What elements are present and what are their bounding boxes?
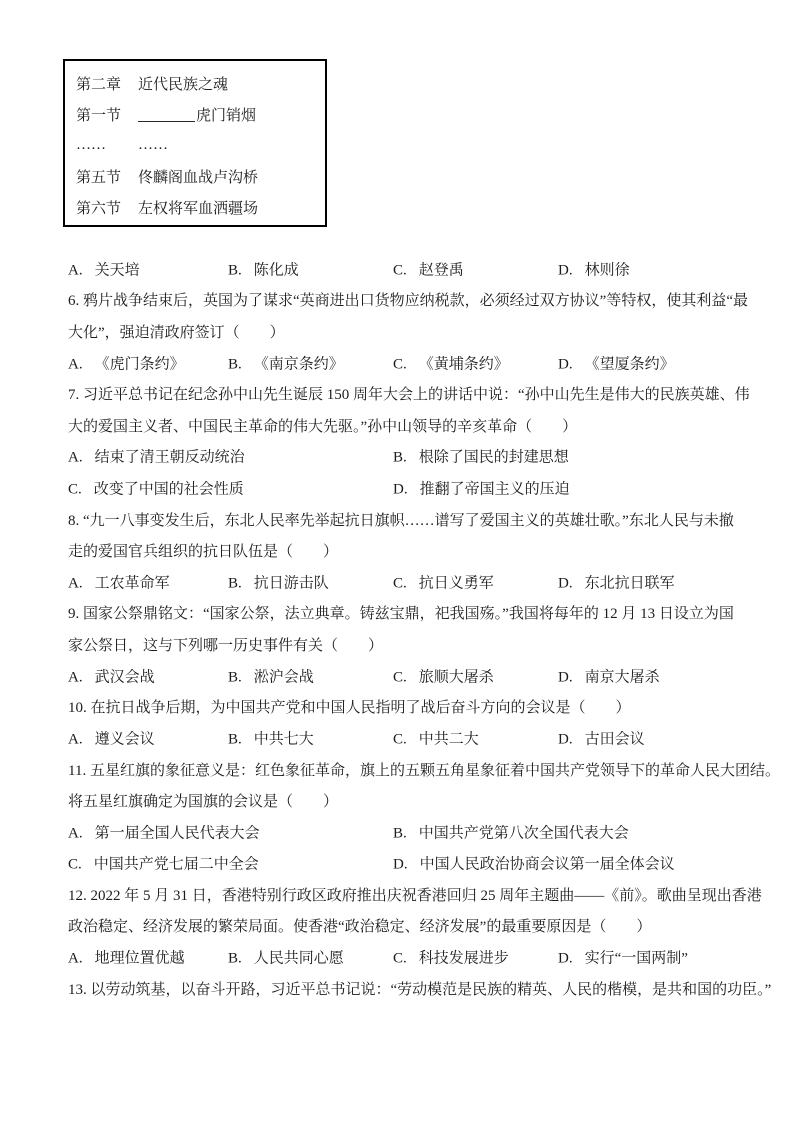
option-key: D. — [393, 481, 408, 498]
question-text-line: 10. 在抗日战争后期，为中国共产党和中国人民指明了战后奋斗方向的会议是（ ） — [68, 700, 631, 717]
question-text-line: 政治稳定、经济发展的繁荣局面。使香港“政治稳定、经济发展”的最重要原因是（ ） — [68, 919, 652, 936]
table-row-label: 第二章 — [76, 77, 122, 93]
option-text: 结束了清王朝反动统治 — [94, 449, 245, 466]
option-key: B. — [393, 825, 407, 842]
question-text-line: 家公祭日，这与下列哪一历史事件有关（ ） — [68, 637, 384, 654]
table-row-content: 左权将军血洒疆场 — [138, 201, 259, 217]
option-key: B. — [228, 575, 242, 592]
option-key: D. — [558, 731, 573, 748]
blank-underline — [138, 107, 195, 122]
option-text: 古田会议 — [584, 731, 645, 748]
options-row — [68, 848, 728, 879]
option-key: A. — [68, 356, 83, 373]
option-item — [558, 352, 675, 373]
option-text: 中共二大 — [418, 731, 479, 748]
option-text: 《黄埔条约》 — [418, 356, 509, 373]
question-text-line: 13. 以劳动筑基，以奋斗开路，习近平总书记说：“劳动模范是民族的精英、人民的楷模，是共和国的功臣。” — [68, 981, 772, 998]
option-text: 工农革命军 — [94, 575, 170, 592]
option-key: A. — [68, 669, 83, 685]
option-text: 关天培 — [94, 262, 140, 279]
option-item — [68, 821, 260, 842]
option-text: 中国人民政治协商会议第一届全体会议 — [419, 856, 675, 873]
option-item — [558, 665, 660, 686]
question-text-line: 9. 国家公祭鼎铭文：“国家公祭，法立典章。铸兹宝鼎，祀我国殇。”我国将每年的 12 月 13 日设立为国 — [68, 606, 734, 623]
option-item — [228, 571, 329, 592]
option-key: D. — [558, 262, 573, 279]
option-text: 抗日游击队 — [253, 575, 329, 592]
option-key: A. — [68, 575, 83, 592]
option-key: B. — [228, 669, 242, 685]
option-text: 中共七大 — [253, 731, 314, 748]
option-item — [68, 352, 185, 373]
options-row — [68, 472, 728, 503]
option-text: 淞沪会战 — [253, 669, 314, 685]
options-row — [68, 722, 728, 753]
option-text: 南京大屠杀 — [584, 669, 660, 685]
table-row-content: 近代民族之魂 — [138, 77, 229, 93]
option-key: D. — [558, 669, 573, 685]
option-text: 林则徐 — [584, 262, 630, 279]
option-item — [68, 728, 155, 749]
question-text-line: 走的爱国官兵组织的抗日队伍是（ ） — [68, 543, 339, 560]
option-key: A. — [68, 950, 83, 967]
option-item — [68, 258, 140, 279]
question-text-line: 大的爱国主义者、中国民主革命的伟大先驱。”孙中山领导的辛亥革命（ ） — [68, 418, 578, 435]
option-item — [68, 477, 244, 498]
question-text-line: 7. 习近平总书记在纪念孙中山先生诞辰 150 周年大会上的讲话中说：“孙中山先生是伟大的民族英雄、伟 — [68, 387, 750, 404]
option-key: B. — [228, 950, 242, 967]
option-item — [393, 947, 509, 968]
option-key: A. — [68, 825, 83, 842]
table-row-label: 第一节 — [76, 108, 122, 124]
option-item — [558, 258, 630, 279]
option-item — [393, 352, 509, 373]
table-row-label: …… — [76, 137, 106, 153]
option-text: 抗日义勇军 — [418, 575, 494, 592]
option-key: A. — [68, 731, 83, 748]
option-key: B. — [228, 262, 242, 279]
option-text: 实行“一国两制” — [584, 950, 688, 967]
table-row-label: 第六节 — [76, 201, 122, 217]
options-row — [68, 441, 728, 472]
table-row — [76, 99, 325, 130]
option-item — [68, 571, 170, 592]
option-item — [558, 728, 645, 749]
option-item — [228, 258, 299, 279]
question-text-line: 8. “九一八事变发生后，东北人民率先举起抗日旗帜……谱写了爱国主义的英雄壮歌。”东北人民与未撤 — [68, 512, 734, 529]
option-item — [393, 446, 569, 467]
table-row — [76, 68, 325, 99]
question-text-line: 6. 鸦片战争结束后，英国为了谋求“英商进出口货物应纳税款，必须经过双方协议”等特权，使其利益“最 — [68, 293, 748, 310]
option-item — [393, 477, 570, 498]
exam-table — [63, 59, 327, 227]
option-key: A. — [68, 262, 83, 279]
option-text: 赵登禹 — [418, 262, 464, 279]
option-key: C. — [393, 356, 407, 373]
option-key: C. — [68, 481, 82, 498]
option-text: 遵义会议 — [94, 731, 155, 748]
option-item — [68, 446, 245, 467]
option-text: 《南京条约》 — [253, 356, 344, 373]
option-item — [228, 947, 344, 968]
option-text: 东北抗日联军 — [584, 575, 675, 592]
option-key: C. — [393, 731, 407, 748]
option-item — [68, 947, 185, 968]
table-row — [76, 130, 325, 161]
options-row — [68, 660, 728, 691]
question-text-line: 大化”，强迫清政府签订（ ） — [68, 324, 285, 341]
option-key: B. — [228, 356, 242, 373]
content-area — [68, 253, 780, 1004]
table-row-label: 第五节 — [76, 170, 122, 186]
option-item — [393, 571, 494, 592]
table-row-content: 虎门销烟 — [196, 108, 257, 124]
option-key: D. — [558, 356, 573, 373]
option-key: A. — [68, 449, 83, 466]
option-item — [393, 853, 675, 874]
option-item — [228, 352, 344, 373]
question-text-line: 将五星红旗确定为国旗的会议是（ ） — [68, 794, 339, 811]
option-key: C. — [393, 262, 407, 279]
option-key: D. — [558, 950, 573, 967]
option-key: C. — [393, 669, 407, 685]
option-text: 第一届全国人民代表大会 — [94, 825, 260, 842]
table-row — [76, 161, 325, 192]
options-row — [68, 253, 728, 284]
option-text: 地理位置优越 — [94, 950, 185, 967]
option-item — [228, 665, 314, 686]
option-text: 武汉会战 — [94, 669, 155, 685]
options-row — [68, 566, 728, 597]
option-key: D. — [393, 856, 408, 873]
options-row — [68, 816, 728, 847]
option-text: 旅顺大屠杀 — [418, 669, 494, 685]
option-text: 根除了国民的封建思想 — [418, 449, 569, 466]
option-text: 陈化成 — [253, 262, 299, 279]
option-text: 改变了中国的社会性质 — [93, 481, 244, 498]
option-item — [393, 821, 629, 842]
option-text: 中国共产党第八次全国代表大会 — [418, 825, 629, 842]
option-item — [558, 571, 675, 592]
table-row-content: …… — [138, 137, 168, 153]
option-key: B. — [228, 731, 242, 748]
option-item — [558, 947, 688, 968]
option-text: 人民共同心愿 — [253, 950, 344, 967]
options-row — [68, 347, 728, 378]
option-key: C. — [393, 575, 407, 592]
option-text: 《望厦条约》 — [584, 356, 675, 373]
question-text-line: 12. 2022 年 5 月 31 日，香港特别行政区政府推出庆祝香港回归 25 周年主题曲——《前》。歌曲呈现出香港 — [68, 888, 762, 905]
option-item — [393, 258, 464, 279]
option-item — [393, 728, 479, 749]
question-text-line: 11. 五星红旗的象征意义是：红色象征革命，旗上的五颗五角星象征着中国共产党领导下的革命人民大团结。 — [68, 762, 780, 779]
option-item — [393, 665, 494, 686]
option-item — [68, 665, 155, 686]
options-row — [68, 942, 728, 973]
option-item — [68, 853, 259, 874]
option-item — [228, 728, 314, 749]
option-text: 中国共产党七届二中全会 — [93, 856, 259, 873]
table-row-content: 佟麟阁血战卢沟桥 — [138, 170, 259, 186]
option-key: C. — [393, 950, 407, 967]
option-key: C. — [68, 856, 82, 873]
option-text: 科技发展进步 — [418, 950, 509, 967]
option-text: 推翻了帝国主义的压迫 — [419, 481, 570, 498]
table-row — [76, 192, 325, 223]
option-key: B. — [393, 449, 407, 466]
option-key: D. — [558, 575, 573, 592]
option-text: 《虎门条约》 — [94, 356, 185, 373]
